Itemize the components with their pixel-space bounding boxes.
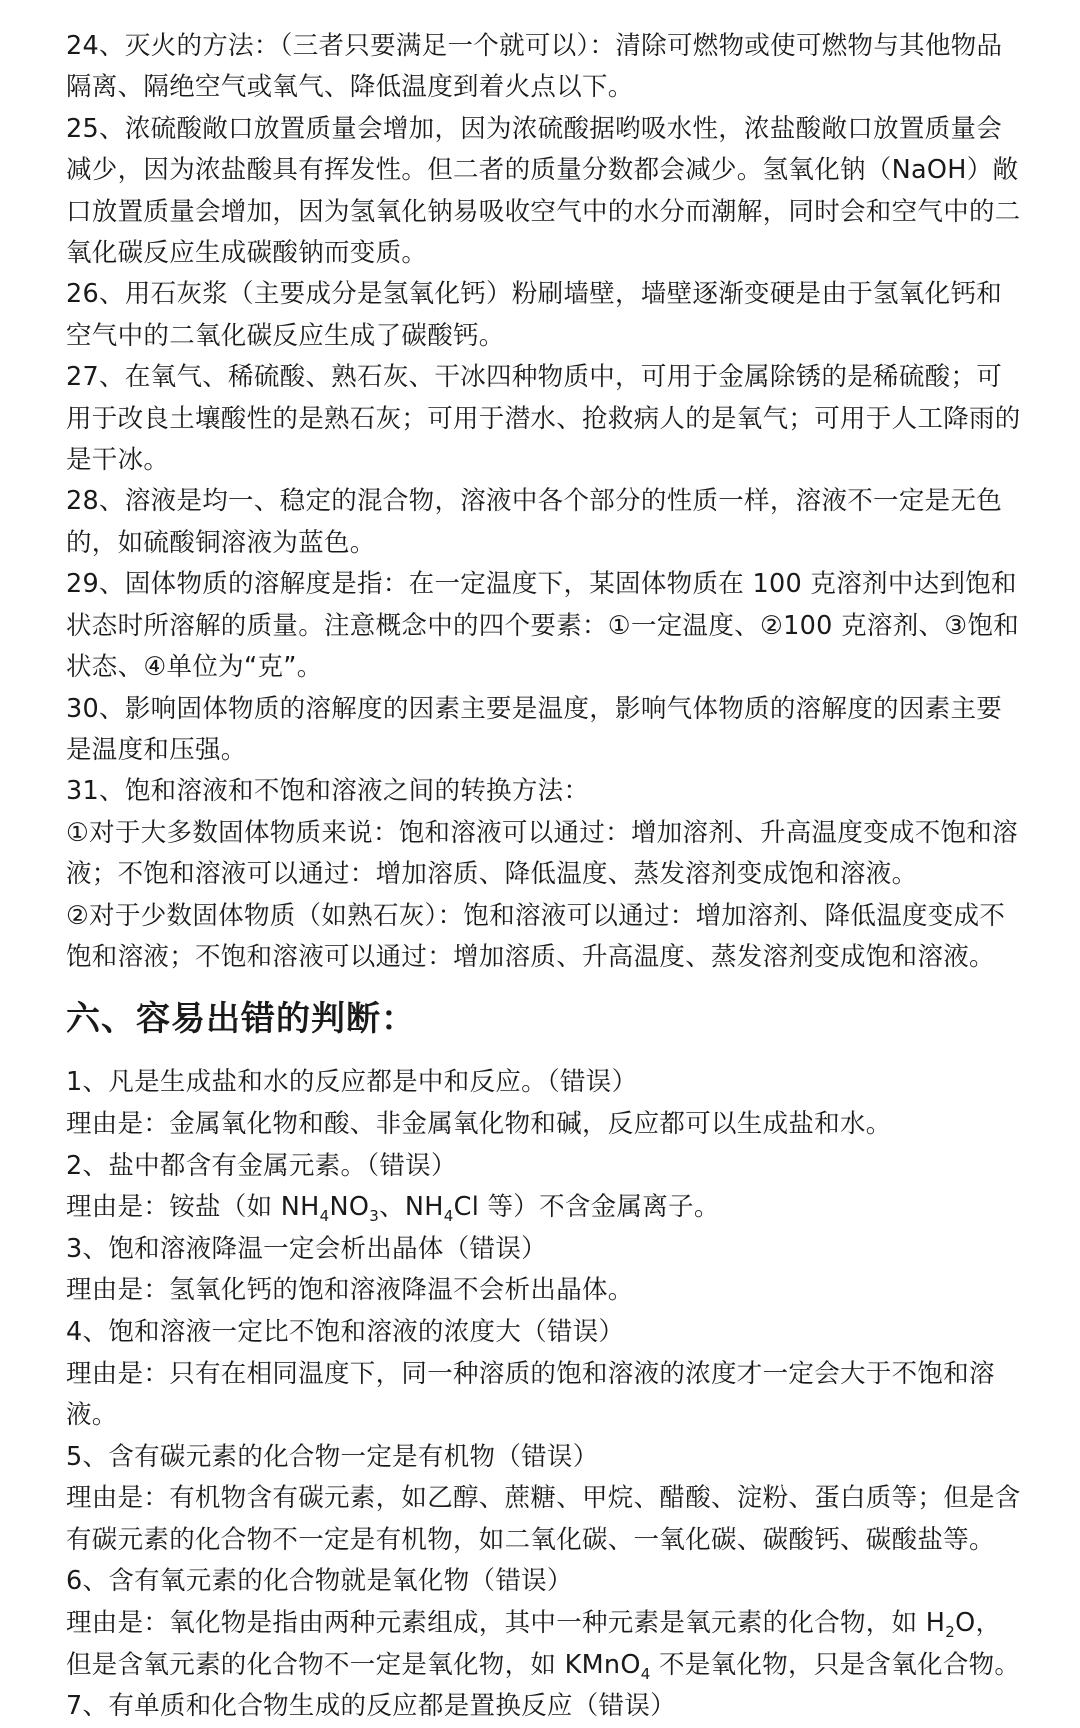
judgment-1-reason: 理由是：金属氧化物和酸、非金属氧化物和碱，反应都可以生成盐和水。	[66, 1108, 892, 1139]
knowledge-points	[66, 26, 1026, 978]
item-26: 26、用石灰浆（主要成分是氢氧化钙）粉刷墙壁，墙壁逐渐变硬是由于氢氧化钙和空气中的二氧化碳反应生成了碳酸钙。	[66, 279, 1003, 351]
item-28: 28、溶液是均一、稳定的混合物，溶液中各个部分的性质一样，溶液不一定是无色的，如硫酸铜溶液为蓝色。	[66, 486, 1003, 558]
item-31: 31、饱和溶液和不饱和溶液之间的转换方法：	[66, 776, 590, 807]
judgment-3-reason: 理由是：氢氧化钙的饱和溶液降温不会析出晶体。	[66, 1275, 634, 1306]
item-31-part-1: ①对于大多数固体物质来说：饱和溶液可以通过：增加溶剂、升高温度变成不饱和溶液；不饱和溶液可以通过：增加溶质、降低温度、蒸发溶剂变成饱和溶液。	[66, 817, 1018, 890]
item-30: 30、影响固体物质的溶解度的因素主要是温度，影响气体物质的溶解度的因素主要是温度和压强。	[66, 693, 1003, 765]
reason-text: 理由是：铵盐（如 NH	[66, 1192, 320, 1223]
judgment-6-reason	[66, 1603, 1026, 1686]
document-page	[66, 26, 1026, 1728]
judgment-2-statement: 2、盐中都含有金属元素。（错误）	[66, 1150, 457, 1181]
judgment-5-reason: 理由是：有机物含有碳元素，如乙醇、蔗糖、甲烷、醋酸、淀粉、蛋白质等；但是含有碳元素的化合物不一定是有机物，如二氧化碳、一氧化碳、碳酸钙、碳酸盐等。	[66, 1483, 1021, 1555]
judgments-list	[66, 1062, 1026, 1728]
item-27: 27、在氧气、稀硫酸、熟石灰、干冰四种物质中，可用于金属除锈的是稀硫酸；可用于改良土壤酸性的是熟石灰；可用于潜水、抢救病人的是氧气；可用于人工降雨的是干冰。	[66, 362, 1021, 476]
reason-text: NO	[329, 1192, 370, 1223]
judgment-6-statement: 6、含有氧元素的化合物就是氧化物（错误）	[66, 1566, 573, 1597]
reason-text: 不是氧化物，只是含氧化合物。	[650, 1649, 1021, 1680]
judgment-4-statement: 4、饱和溶液一定比不饱和溶液的浓度大（错误）	[66, 1316, 625, 1347]
item-25: 25、浓硫酸敞口放置质量会增加，因为浓硫酸据哟吸水性，浓盐酸敞口放置质量会减少，因为浓盐酸具有挥发性。但二者的质量分数都会减少。氢氧化钠（NaOH）敞口放置质量会增加，因为氢氧化钠易吸收空气中的水分而潮解，同时会和空气中的二氧化碳反应生成碳酸钠而变质。	[66, 113, 1021, 269]
item-31-part-2: ②对于少数固体物质（如熟石灰）：饱和溶液可以通过：增加溶剂、降低温度变成不饱和溶液；不饱和溶液可以通过：增加溶质、升高温度、蒸发溶剂变成饱和溶液。	[66, 900, 1006, 972]
subscript: 3	[369, 1207, 380, 1226]
reason-text: Cl 等）不含金属离子。	[453, 1192, 720, 1223]
judgment-2-reason	[66, 1187, 1026, 1229]
subscript: 4	[640, 1664, 651, 1683]
reason-text: O，但是含氧元素的化合物不一定是氧化物，如 KMnO	[66, 1608, 1002, 1680]
subscript: 4	[443, 1207, 454, 1226]
judgment-5-statement: 5、含有碳元素的化合物一定是有机物（错误）	[66, 1441, 599, 1472]
item-29: 29、固体物质的溶解度是指：在一定温度下，某固体物质在 100 克溶剂中达到饱和状态时所溶解的质量。注意概念中的四个要素：①一定温度、②100 克溶剂、③饱和状态、④单位为“克”。	[66, 569, 1020, 683]
reason-text: 、NH	[379, 1192, 444, 1223]
judgment-4-reason: 理由是：只有在相同温度下，同一种溶质的饱和溶液的浓度才一定会大于不饱和溶液。	[66, 1358, 995, 1431]
reason-text: 理由是：氧化物是指由两种元素组成，其中一种元素是氧元素的化合物，如 H	[66, 1608, 946, 1639]
subscript: 4	[319, 1207, 330, 1226]
item-24: 24、灭火的方法：（三者只要满足一个就可以）：清除可燃物或使可燃物与其他物品隔离、隔绝空气或氧气、降低温度到着火点以下。	[66, 31, 1003, 103]
section-title: 六、容易出错的判断：	[66, 999, 416, 1040]
subscript: 2	[945, 1623, 956, 1642]
judgment-3-statement: 3、饱和溶液降温一定会析出晶体（错误）	[66, 1233, 547, 1264]
judgment-7-statement: 7、有单质和化合物生成的反应都是置换反应（错误）	[66, 1691, 676, 1722]
judgment-1-statement: 1、凡是生成盐和水的反应都是中和反应。（错误）	[66, 1067, 638, 1098]
